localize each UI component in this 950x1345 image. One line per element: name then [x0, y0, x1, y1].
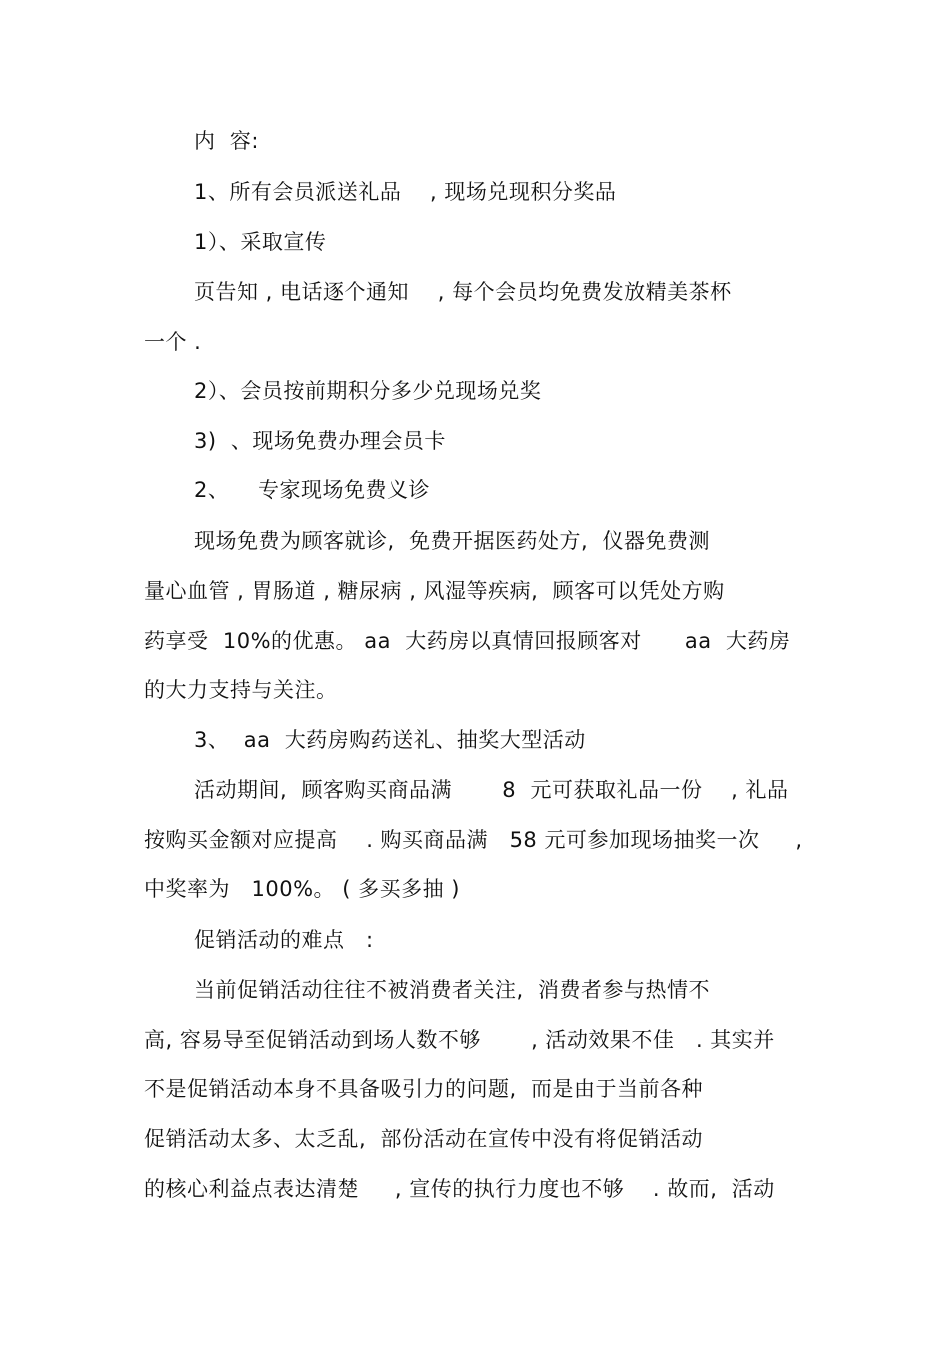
paragraph-line: 的核心利益点表达清楚 , 宣传的执行力度也不够 . 故而, 活动: [144, 1177, 775, 1201]
paragraph-line: 不是促销活动本身不具备吸引力的问题, 而是由于当前各种: [144, 1077, 704, 1101]
paragraph-line: 活动期间, 顾客购买商品满 8 元可获取礼品一份 , 礼品: [194, 778, 789, 802]
paragraph-line: 当前促销活动往往不被消费者关注, 消费者参与热情不: [194, 978, 711, 1002]
paragraph-line: 页告知 , 电话逐个通知 , 每个会员均免费发放精美茶杯: [194, 280, 732, 304]
list-item-3-heading: 3、 aa 大药房购药送礼、抽奖大型活动: [194, 728, 586, 752]
sub-item-1-2: 2）、会员按前期积分多少兑现场兑奖: [194, 379, 542, 403]
paragraph-line: 一个 .: [144, 330, 202, 354]
paragraph-line: 的大力支持与关注。: [144, 678, 338, 702]
list-item-2-heading: 2、 专家现场免费义诊: [194, 478, 431, 502]
sub-item-1-1: 1）、采取宣传: [194, 230, 327, 254]
section-heading-content: 内 容:: [194, 129, 259, 153]
section-heading-difficulty: 促销活动的难点 :: [194, 928, 374, 952]
paragraph-line: 药享受 10%的优惠。 aa 大药房以真情回报顾客对 aa 大药房: [144, 629, 791, 653]
list-item-1-heading: 1、所有会员派送礼品 , 现场兑现积分奖品: [194, 180, 617, 204]
paragraph-line: 现场免费为顾客就诊, 免费开据医药处方, 仪器免费测: [194, 529, 711, 553]
paragraph-line: 中奖率为 100%。 ( 多买多抽 ): [144, 877, 460, 901]
paragraph-line: 按购买金额对应提高 . 购买商品满 58 元可参加现场抽奖一次 ,: [144, 828, 803, 852]
paragraph-line: 量心血管 , 胃肠道 , 糖尿病 , 风湿等疾病, 顾客可以凭处方购: [144, 579, 725, 603]
paragraph-line: 促销活动太多、太乏乱, 部份活动在宣传中没有将促销活动: [144, 1127, 704, 1151]
paragraph-line: 高, 容易导至促销活动到场人数不够 , 活动效果不佳 . 其实并: [144, 1028, 775, 1052]
sub-item-1-3: 3) 、现场免费办理会员卡: [194, 429, 446, 453]
